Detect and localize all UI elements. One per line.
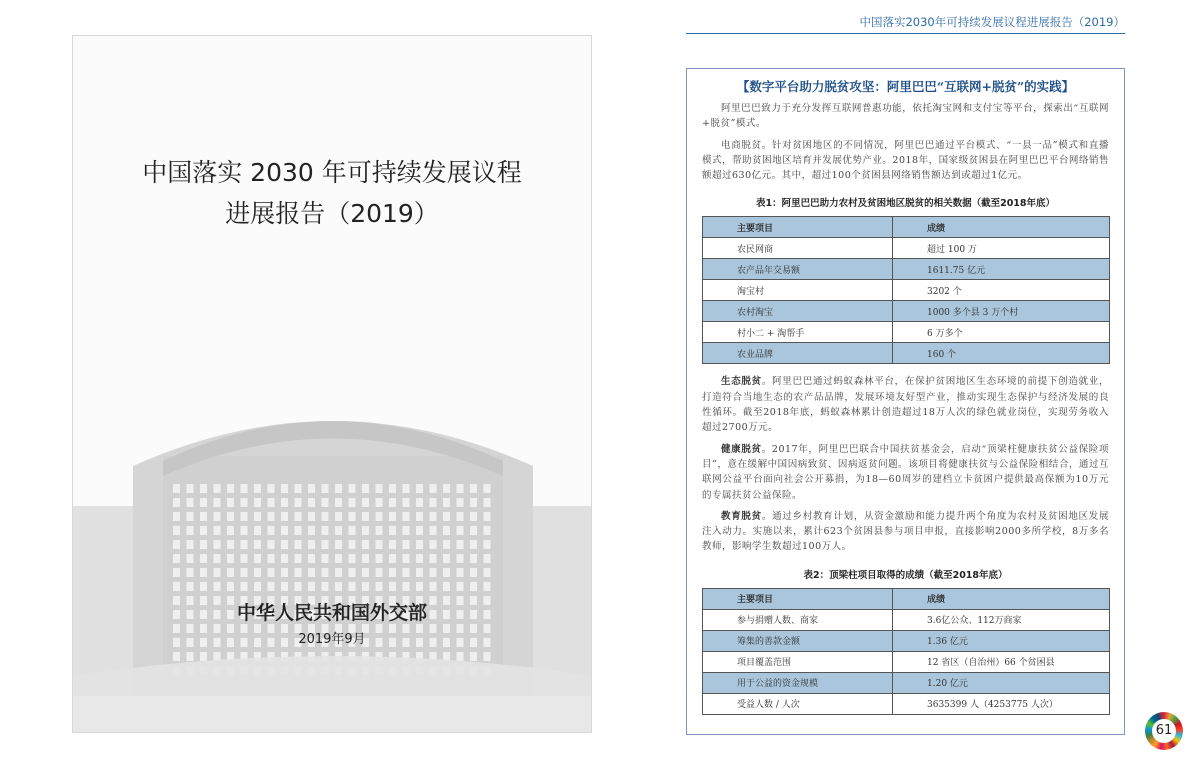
table-cell: 农村淘宝 (703, 301, 893, 322)
table1-title: 表1：阿里巴巴助力农村及贫困地区脱贫的相关数据（截至2018年底） (755, 198, 1056, 210)
table-row (703, 630, 1110, 651)
edu-label: 教育脱贫 (721, 510, 762, 522)
cover-title-line1: 中国落实 2030 年可持续发展议程 (142, 158, 522, 187)
table-header-row (703, 217, 1110, 238)
health-paragraph (702, 442, 1109, 503)
table-cell: 超过 100 万 (893, 238, 1110, 259)
table-row (703, 343, 1110, 364)
table-row (703, 322, 1110, 343)
table-cell: 1000 多个县 3 万个村 (893, 301, 1110, 322)
eco-text: 。阿里巴巴通过蚂蚁森林平台，在保护贫困地区生态环境的前提下创造就业，打造符合当地生态的农产品品牌，发展环境友好型产业，推动实现生态保护与经济发展的良性循环。截至2018年底，蚂蚁森林累计创造超过18万人次的绿色就业岗位，实现劳务收入超过2700万元。 (702, 376, 1109, 434)
table1 (702, 216, 1110, 364)
table-cell: 160 个 (893, 343, 1110, 364)
cover-title-line2: 进展报告（2019） (225, 199, 439, 228)
table-cell: 农产品年交易额 (703, 259, 893, 280)
table-row (703, 238, 1110, 259)
page-number: 61 (1152, 719, 1176, 743)
table-cell: 筹集的善款金额 (703, 630, 893, 651)
health-text: 。2017年，阿里巴巴联合中国扶贫基金会，启动“顶梁柱健康扶贫公益保险项目”，意在缓解中国因病致贫、因病返贫问题。该项目将健康扶贫与公益保险相结合，通过互联网公益平台面向社会公开募捐，为18—60周岁的建档立卡贫困户提供最高保额为10万元的专属扶贫公益保险。 (702, 443, 1109, 501)
report-cover (72, 35, 592, 733)
case-study-box (686, 68, 1125, 735)
table-cell: 12 省区（自治州）66 个贫困县 (893, 651, 1110, 672)
table-cell: 村小二 + 淘帮手 (703, 322, 893, 343)
column-header: 主要项目 (703, 217, 893, 238)
table-cell: 农民网商 (703, 238, 893, 259)
table-row (703, 672, 1110, 693)
eco-label: 生态脱贫 (721, 376, 762, 388)
running-header: 中国落实2030年可持续发展议程进展报告（2019） (859, 15, 1125, 29)
table2-title: 表2：顶梁柱项目取得的成绩（截至2018年底） (803, 569, 1008, 581)
table-cell: 3202 个 (893, 280, 1110, 301)
table2 (702, 588, 1110, 715)
table-cell: 6 万多个 (893, 322, 1110, 343)
header-divider (686, 33, 1125, 34)
column-header: 成绩 (893, 217, 1110, 238)
table-row (703, 693, 1110, 714)
box-heading: 【数字平台助力脱贫攻坚：阿里巴巴“互联网+脱贫”的实践】 (736, 79, 1075, 94)
table-cell: 3635399 人（4253775 人次） (893, 693, 1110, 714)
edu-paragraph (702, 509, 1109, 555)
intro-paragraph: 阿里巴巴致力于充分发挥互联网普惠功能，依托淘宝网和支付宝等平台，探索出“互联网+脱贫”模式。 (702, 103, 1109, 130)
column-header: 主要项目 (703, 588, 893, 609)
table-row (703, 259, 1110, 280)
table-cell: 受益人数 / 人次 (703, 693, 893, 714)
eco-paragraph (702, 374, 1109, 435)
table-cell: 参与捐赠人数、商家 (703, 609, 893, 630)
table-cell: 1611.75 亿元 (893, 259, 1110, 280)
table-row (703, 651, 1110, 672)
health-label: 健康脱贫 (721, 443, 762, 455)
table-row (703, 609, 1110, 630)
table-cell: 农业品牌 (703, 343, 893, 364)
cover-publisher: 中华人民共和国外交部 (236, 602, 427, 624)
table-cell: 项目覆盖范围 (703, 651, 893, 672)
edu-text: 。通过乡村教育计划，从资金激励和能力提升两个角度为农村及贫困地区发展注入动力。实施以来，累计623个贫困县参与项目申报，直接影响2000多所学校，8万多名教师，影响学生数超过100万人。 (702, 510, 1109, 553)
table-header-row (703, 588, 1110, 609)
table-cell: 1.36 亿元 (893, 630, 1110, 651)
table-cell: 淘宝村 (703, 280, 893, 301)
cover-date: 2019年9月 (298, 632, 366, 647)
table-cell: 1.20 亿元 (893, 672, 1110, 693)
table-row (703, 280, 1110, 301)
table-cell: 用于公益的资金规模 (703, 672, 893, 693)
sdg-wheel-icon (1145, 712, 1183, 750)
table-row (703, 301, 1110, 322)
table-cell: 3.6亿公众、112万商家 (893, 609, 1110, 630)
column-header: 成绩 (893, 588, 1110, 609)
ecommerce-paragraph: 电商脱贫。针对贫困地区的不同情况，阿里巴巴通过平台模式、“一县一品”模式和直播模式，帮助贫困地区培育并发展优势产业。2018年，国家级贫困县在阿里巴巴平台网络销售额超过630亿元。其中，超过100个贫困县网络销售额达到或超过1亿元。 (702, 139, 1109, 182)
